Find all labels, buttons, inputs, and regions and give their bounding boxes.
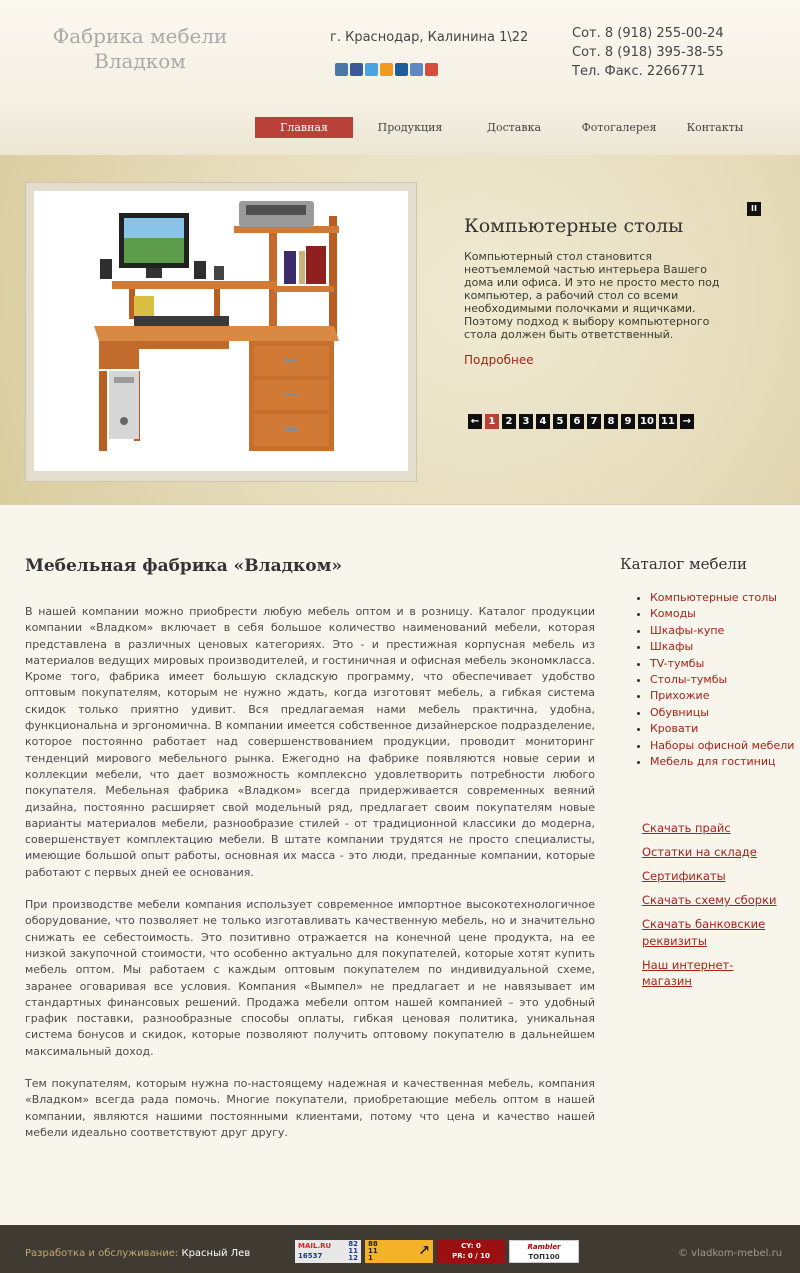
catalog-item[interactable] <box>650 656 796 672</box>
twitter-icon[interactable] <box>365 63 378 76</box>
nav-contacts[interactable]: Контакты <box>686 121 744 134</box>
cy-value: CY: 0 <box>461 1242 481 1250</box>
sidebar-links <box>642 820 782 997</box>
catalog-item-label[interactable]: Комоды <box>650 607 696 621</box>
credit-name[interactable]: Красный Лев <box>181 1248 251 1259</box>
pager-page[interactable]: 6 <box>570 414 584 429</box>
online-store-link[interactable]: Наш интернет-магазин <box>642 957 734 988</box>
catalog-item-label[interactable]: Столы-тумбы <box>650 673 728 687</box>
catalog-item-label[interactable]: Мебель для гостиниц <box>650 755 776 769</box>
slide-title: Компьютерные столы <box>464 215 684 237</box>
catalog-item[interactable] <box>650 590 796 606</box>
catalog-item-label[interactable]: Обувницы <box>650 705 709 719</box>
footer <box>0 1225 800 1273</box>
slider <box>0 155 800 505</box>
header <box>0 0 800 155</box>
li-counter-b: 11 <box>368 1247 378 1255</box>
li-counter-a: 88 <box>368 1240 378 1248</box>
credit-label: Разработка и обслуживание: <box>25 1248 179 1259</box>
mailru-counter-b: 11 <box>348 1247 358 1255</box>
slide-image[interactable] <box>34 191 408 471</box>
liveinternet-counter[interactable] <box>365 1240 433 1263</box>
catalog-list <box>636 590 796 770</box>
cy-pr-counter[interactable] <box>437 1240 505 1263</box>
nav-delivery[interactable]: Доставка <box>487 121 541 134</box>
page-title: Мебельная фабрика «Владком» <box>25 556 342 576</box>
mailru-counter-number: 16537 <box>298 1252 323 1260</box>
slide-text: Компьютерный стол становится неотъемлемой частью интерьера Вашего дома или офиса. И это не просто место под компьютер, а рабочий стол со всеми необходимыми полочками и ящичками. Поэтому подход к выбору компьютерного стола должен быть ответственный. <box>464 250 720 341</box>
site-logo[interactable] <box>40 24 240 74</box>
pager-page[interactable]: 8 <box>604 414 618 429</box>
bank-details-link[interactable]: Скачать банковские реквизиты <box>642 917 766 948</box>
catalog-item-label[interactable]: Шкафы-купе <box>650 623 725 637</box>
nav-home[interactable]: Главная <box>255 117 353 138</box>
catalog-item[interactable] <box>650 705 796 721</box>
rambler-logo: Rambler <box>527 1243 561 1251</box>
sidebar-title: Каталог мебели <box>620 555 747 573</box>
mailru-counter[interactable] <box>295 1240 361 1263</box>
pager-page[interactable]: 4 <box>536 414 550 429</box>
mailru-counter-c: 12 <box>348 1254 358 1262</box>
logo-line2: Владком <box>94 49 186 73</box>
catalog-item[interactable] <box>650 738 796 754</box>
download-price-link[interactable]: Скачать прайс <box>642 821 731 835</box>
catalog-item[interactable] <box>650 721 796 737</box>
pr-value: PR: 0 / 10 <box>452 1252 490 1260</box>
certificates-link[interactable]: Сертификаты <box>642 869 726 883</box>
main-text <box>25 604 595 1157</box>
pager-page[interactable]: 3 <box>519 414 533 429</box>
catalog-item-label[interactable]: Прихожие <box>650 689 710 703</box>
li-counter-c: 1 <box>368 1254 373 1262</box>
address: г. Краснодар, Калинина 1\22 <box>330 30 529 45</box>
catalog-item-label[interactable]: Шкафы <box>650 640 694 654</box>
rambler-top: ТОП100 <box>528 1253 560 1261</box>
main-nav <box>255 117 753 138</box>
slide-image-frame <box>25 182 417 482</box>
computer-desk-illustration <box>34 191 408 471</box>
pager-page[interactable]: 10 <box>640 416 654 427</box>
pager-page[interactable]: 11 <box>660 416 675 427</box>
catalog-item-label[interactable]: Кровати <box>650 722 699 736</box>
next-arrow-icon[interactable]: → <box>680 414 694 429</box>
catalog-item[interactable] <box>650 623 796 639</box>
catalog-item-label[interactable]: TV-тумбы <box>650 656 705 670</box>
facebook-icon[interactable] <box>350 63 363 76</box>
catalog-item-label[interactable]: Компьютерные столы <box>650 591 777 604</box>
pause-button[interactable] <box>747 202 761 216</box>
nav-products[interactable]: Продукция <box>377 121 443 134</box>
logo-line1: Фабрика мебели <box>52 24 228 48</box>
phones <box>572 24 724 81</box>
developer-credit <box>25 1248 250 1259</box>
slider-pager <box>468 414 694 429</box>
livejournal-icon[interactable] <box>410 63 423 76</box>
phone-1: Сот. 8 (918) 255-00-24 <box>572 26 724 41</box>
paragraph-2: При производстве мебели компания использует современное импортное высокотехнологичное оборудование, что позволяет не только изготавливать качественную мебель, но и значительно снижать ее себестоимость. Это позитивно отражается на конечной цене продукта, на ее низкой закупочной стоимости, что особенно актуально для покупателей, которые хотят купить мебель оптом. Мы работаем с каждым оптовым покупателем по индивидуальной схеме, заранее оговаривая все условия. Компания «Вымпел» не предлагает и не навязывает им стандартных финансовых решений. Продажа мебели оптом нашей компанией – это удобный график поставки, разнообразные способы оплаты, гибкая ценовая политика, уникальная система бонусов и скидок, которые позволяют получить оптовому покупателю в дальнейшем максимальный доход. <box>25 898 595 1058</box>
googleplus-icon[interactable] <box>425 63 438 76</box>
assembly-scheme-link[interactable]: Скачать схему сборки <box>642 893 777 907</box>
arrow-icon: ↗ <box>418 1243 430 1259</box>
mailru-icon[interactable] <box>395 63 408 76</box>
copyright: © vladkom-mebel.ru <box>678 1248 783 1259</box>
stock-link[interactable]: Остатки на складе <box>642 845 757 859</box>
rambler-counter[interactable] <box>509 1240 579 1263</box>
pager-page[interactable]: 5 <box>553 414 567 429</box>
catalog-item[interactable] <box>650 672 796 688</box>
social-share-bar <box>335 63 438 76</box>
catalog-item[interactable] <box>650 754 796 770</box>
mailru-counter-a: 82 <box>348 1240 358 1248</box>
pager-page[interactable]: 9 <box>621 414 635 429</box>
pager-page[interactable]: 1 <box>485 414 499 429</box>
paragraph-3: Тем покупателям, которым нужна по-настоящему надежная и качественная мебель, компания «Владком» всегда рада помочь. Многие покупатели, приобретающие мебель оптом в нашей компании, являются нашими постоянными клиентами, потому что цена и качество нашей мебели идеально соответствуют друг другу. <box>25 1077 595 1139</box>
odnoklassniki-icon[interactable] <box>380 63 393 76</box>
pause-icon: II <box>751 204 757 213</box>
catalog-item[interactable] <box>650 688 796 704</box>
catalog-item-label[interactable]: Наборы офисной мебели <box>650 738 795 752</box>
phone-2: Сот. 8 (918) 395-38-55 <box>572 45 724 60</box>
paragraph-1: В нашей компании можно приобрести любую мебель оптом и в розницу. Каталог продукции компании «Владком» включает в себя большое количество наименований мебели, которая представлена в различных ценовых категориях. Это - и престижная корпусная мебель из материалов ведущих мировых производителей, и гостиничная и офисная мебель экономкласса. Кроме того, фабрика имеет большую складскую программу, что обеспечивает удобство оптовым покупателям, которым не нужно ждать, когда изготовят мебель, а гибкая система скидок только приятно удивит. Вся предлагаемая нами мебель практична, удобна, функциональна и эргономична. В компании имеется собственное дизайнерское подразделение, которое постоянно работает над совершенствованием продукции, проводит мониторинг тенденций мирового мебельного рынка. Ежегодно на фабрике появляются новые серии и коллекции мебели, что дает возможность комплексно удовлетворить потребности любого покупателя. Мебельная фабрика «Владком» всегда придерживается современных веяний дизайна, постоянно расширяет свой модельный ряд, предлагает своим покупателям новые варианты материалов мебели, разнообразие стилей - от традиционной классики до модерна, совершенствует комплектацию мебели. В штате компании трудятся не просто специалисты, имеющие большой опыт работы, основная их масса - это люди, преданные компании, которые работают с первых дней ее основания. <box>25 605 595 879</box>
prev-arrow-icon[interactable]: ← <box>468 414 482 429</box>
vk-icon[interactable] <box>335 63 348 76</box>
nav-gallery[interactable]: Фотогалерея <box>581 121 657 134</box>
counters <box>295 1240 579 1263</box>
catalog-item[interactable] <box>650 639 796 655</box>
slide-more-link[interactable]: Подробнее <box>464 353 534 367</box>
mailru-counter-logo: MAIL.RU <box>298 1242 332 1250</box>
catalog-item[interactable] <box>650 606 796 622</box>
pager-page[interactable]: 7 <box>587 414 601 429</box>
phone-fax: Тел. Факс. 2266771 <box>572 64 705 79</box>
pager-page[interactable]: 2 <box>502 414 516 429</box>
